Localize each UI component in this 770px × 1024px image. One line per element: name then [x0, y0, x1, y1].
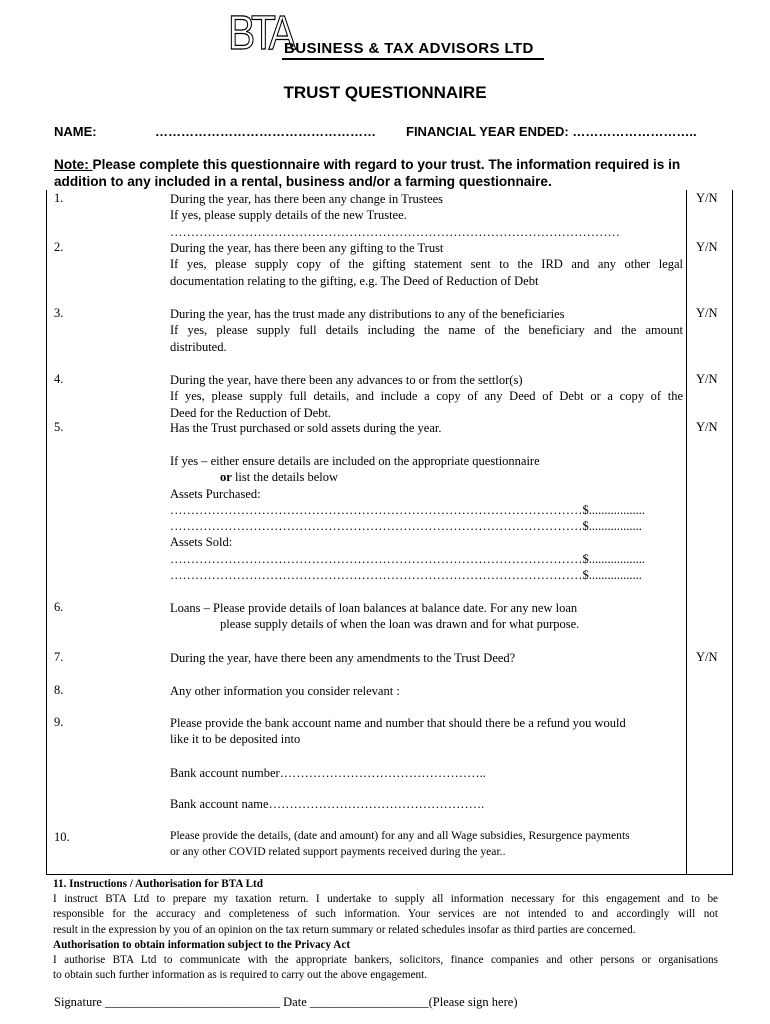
q4-line: During the year, have there been any advances to or from the settlor(s)	[170, 373, 523, 387]
q7-yn[interactable]: Y/N	[696, 650, 718, 664]
privacy-line: I authorise BTA Ltd to communicate with the appropriate bankers, solicitors, finance companies and other persons or organisations	[53, 954, 718, 967]
yn-column-divider	[686, 190, 687, 874]
q1-line: During the year, has there been any change in Trustees	[170, 192, 444, 206]
q1-number: 1.	[54, 191, 64, 205]
assets-purchased-line[interactable]: ………………………………………………………………………………………$..................	[170, 502, 645, 517]
q4-number: 4.	[54, 372, 64, 386]
q10-line: or any other COVID related support payments received during the year..	[170, 845, 506, 859]
instructions-line: responsible for the accuracy and completeness of such information. Your services are not intended to and accordingly will not	[53, 908, 718, 921]
q6-number: 6.	[54, 600, 64, 614]
q3-line: During the year, has the trust made any distributions to any of the beneficiaries	[170, 307, 565, 321]
assets-sold-label: Assets Sold:	[170, 535, 233, 550]
q5-text: Has the Trust purchased or sold assets during the year.	[170, 421, 442, 435]
q10-text	[170, 828, 630, 861]
q8-text: Any other information you consider relevant :	[170, 684, 400, 698]
q2-text	[170, 240, 683, 289]
q9-text	[170, 715, 626, 748]
name-label: NAME:	[54, 124, 97, 139]
privacy-line: to obtain such further information as is required to carry out the above engagement.	[53, 969, 428, 982]
q7-number: 7.	[54, 650, 64, 664]
q5-detail	[170, 453, 645, 583]
q8-number: 8.	[54, 683, 64, 697]
q6-text	[170, 600, 579, 633]
q5-or-rest: list the details below	[231, 470, 339, 485]
q2-number: 2.	[54, 240, 64, 254]
note-label: Note:	[54, 157, 93, 172]
q2-line: If yes, please supply copy of the gifting statement sent to the IRD and any other legal	[170, 257, 683, 272]
q9-number: 9.	[54, 715, 64, 729]
q3-number: 3.	[54, 306, 64, 320]
q5-or-line	[170, 469, 645, 485]
instructions-line: result in the expression by you of an opinion on the tax return summary or related schedules insofar as third parties are concerned.	[53, 923, 636, 936]
privacy-heading: Authorisation to obtain information subject to the Privacy Act	[53, 938, 351, 951]
q4-yn[interactable]: Y/N	[696, 372, 718, 386]
q6-line: please supply details of when the loan was drawn and for what purpose.	[220, 617, 580, 632]
q2-line: During the year, has there been any gifting to the Trust	[170, 241, 444, 255]
instructions-line: I instruct BTA Ltd to prepare my taxation return. I undertake to supply all information necessary for this engagement and to be	[53, 893, 718, 906]
q5-yn[interactable]: Y/N	[696, 420, 718, 434]
q1-yn[interactable]: Y/N	[696, 191, 718, 205]
page-title: TRUST QUESTIONNAIRE	[283, 83, 487, 102]
assets-purchased-line[interactable]: ………………………………………………………………………………………$.................	[170, 519, 642, 534]
bank-account-name-field[interactable]: Bank account name…………………………………………….	[170, 797, 485, 811]
q7-text: During the year, have there been any amendments to the Trust Deed?	[170, 651, 516, 665]
q3-yn[interactable]: Y/N	[696, 306, 718, 320]
q3-text	[170, 306, 683, 355]
instructions-heading: 11. Instructions / Authorisation for BTA Ltd	[53, 878, 264, 890]
q4-text	[170, 372, 683, 421]
q4-line: If yes, please supply full details, and include a copy of any Deed of Debt or a copy of the	[170, 389, 683, 404]
q4-line: Deed for the Reduction of Debt.	[170, 405, 332, 420]
logo-underline	[282, 58, 544, 60]
instructions-section	[53, 877, 718, 983]
q3-line: distributed.	[170, 339, 227, 354]
q10-number: 10.	[54, 830, 70, 844]
q9-line: like it to be deposited into	[170, 732, 301, 747]
q5-detail-line: If yes – either ensure details are included on the appropriate questionnaire	[170, 454, 540, 468]
q3-line: If yes, please supply full details including the name of the beneficiary and the amount	[170, 323, 683, 338]
assets-sold-line[interactable]: ………………………………………………………………………………………$..................	[170, 551, 645, 566]
q6-line: Loans – Please provide details of loan balances at balance date. For any new loan	[170, 601, 578, 615]
q2-yn[interactable]: Y/N	[696, 240, 718, 254]
q9-line: Please provide the bank account name and number that should there be a refund you would	[170, 716, 626, 730]
assets-sold-line[interactable]: ………………………………………………………………………………………$.................	[170, 568, 642, 583]
q5-number: 5.	[54, 420, 64, 434]
q1-text	[170, 191, 620, 240]
q1-line: If yes, please supply details of the new Trustee.	[170, 208, 407, 223]
bta-logo: BTA	[228, 7, 292, 60]
q2-line: documentation relating to the gifting, e.g. The Deed of Reduction of Debt	[170, 273, 539, 288]
assets-purchased-label: Assets Purchased:	[170, 486, 261, 501]
financial-year-field[interactable]: FINANCIAL YEAR ENDED: ………………………..	[406, 124, 697, 139]
name-field[interactable]: ……………………………………………	[155, 124, 376, 139]
note	[54, 156, 734, 190]
company-name: BUSINESS & TAX ADVISORS LTD	[284, 40, 534, 57]
q5-or-word: or	[220, 470, 232, 485]
bank-account-number-field[interactable]: Bank account number…………………………………………..	[170, 766, 486, 780]
q10-line: Please provide the details, (date and amount) for any and all Wage subsidies, Resurgence payments	[170, 829, 630, 842]
note-text: Please complete this questionnaire with regard to your trust. The information required is in addition to any included in a rental, business and/or a farming questionnaire.	[54, 157, 681, 189]
q1-answer-line[interactable]: ………………………………………………………………………………………………	[170, 224, 620, 239]
signature-line[interactable]: Signature ____________________________ Date ___________________(Please sign here)	[54, 995, 518, 1009]
